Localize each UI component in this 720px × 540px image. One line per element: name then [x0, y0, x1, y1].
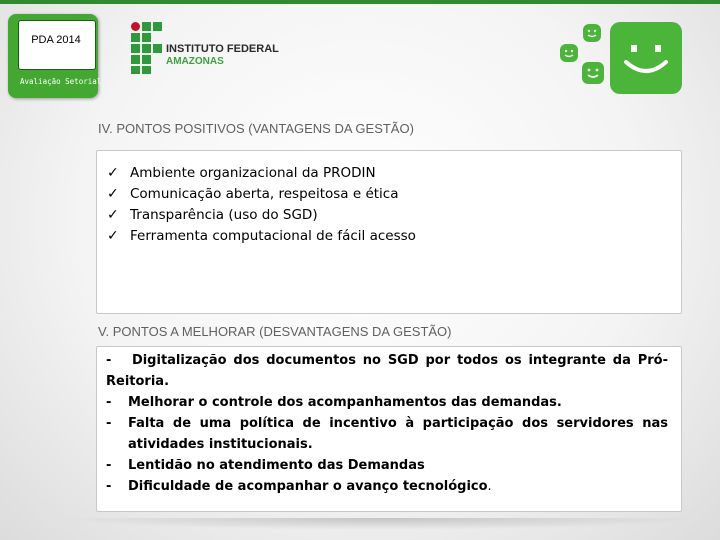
list-item: - Falta de uma política de incentivo à participação dos servidores nas atividades institucionais.	[106, 416, 668, 452]
list-item: ✓ Ambiente organizacional da PRODIN	[107, 164, 376, 181]
ifam-logo	[125, 22, 285, 74]
improvements-list	[106, 350, 668, 497]
list-item: - Melhorar o controle dos acompanhamentos das demandas.	[106, 395, 562, 410]
smiley-icon	[610, 22, 682, 94]
smiley-icon	[560, 44, 578, 62]
smiley-icon	[582, 62, 604, 84]
logo-red-dot	[131, 22, 140, 31]
check-icon: ✓	[107, 206, 119, 223]
panel-shadow	[60, 518, 700, 530]
badge-title: PDA 2014	[31, 34, 81, 46]
check-icon: ✓	[107, 227, 119, 244]
list-item: ✓ Comunicação aberta, respeitosa e ética	[107, 185, 399, 202]
list-item: ✓ Ferramenta computacional de fácil acesso	[107, 227, 416, 244]
list-item: - Lentidão no atendimento das Demandas	[106, 458, 425, 473]
list-item: - Digitalização dos documentos no SGD por todos os integrante da Pró-	[106, 353, 668, 368]
top-accent-bar	[0, 0, 720, 4]
check-icon: ✓	[107, 185, 119, 202]
logo-text-institute: INSTITUTO FEDERAL	[166, 43, 279, 55]
badge-subtitle: Avaliação Setorial	[20, 77, 102, 86]
list-item: ✓ Transparência (uso do SGD)	[107, 206, 318, 223]
section-heading-positives: IV. PONTOS POSITIVOS (VANTAGENS DA GESTÃO)	[98, 121, 414, 136]
section-heading-improvements: V. PONTOS A MELHORAR (DESVANTAGENS DA GESTÃO)	[98, 324, 452, 339]
positives-list	[107, 162, 416, 246]
check-icon: ✓	[107, 164, 119, 181]
smiley-icon	[583, 24, 601, 42]
logo-text-amazonas: AMAZONAS	[166, 56, 224, 67]
list-item: - Dificuldade de acompanhar o avanço tecnológico.	[106, 479, 492, 494]
list-item-continuation: Reitoria.	[106, 374, 170, 389]
pda-badge	[8, 14, 102, 98]
